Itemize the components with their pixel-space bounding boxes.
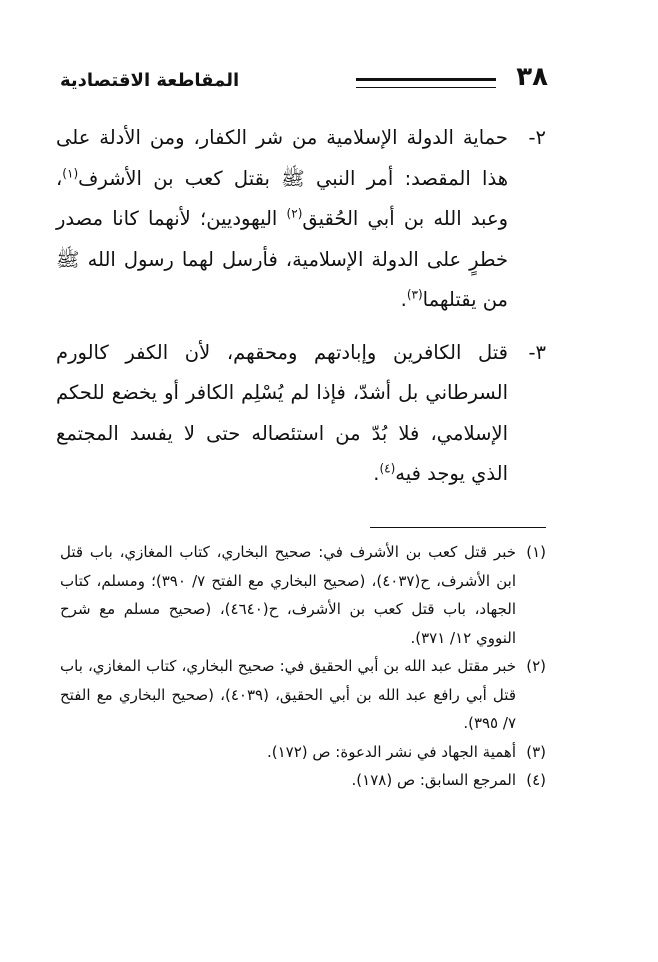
- main-text: [56, 118, 546, 495]
- footnote-ref-2[interactable]: (٢): [286, 206, 303, 221]
- footnote-number: (١): [526, 543, 546, 561]
- item-text-end: .: [373, 462, 380, 485]
- footnote-text: المرجع السابق: ص (١٧٨).: [351, 771, 516, 789]
- footnote-text: خبر مقتل عبد الله بن أبي الحقيق في: صحيح البخاري، كتاب المغازي، باب قتل أبي رافع عبد الله بن أبي الحقيق، (٤٠٣٩)، (صحيح البخاري مع الفتح ٧/ ٣٩٥).: [60, 657, 516, 732]
- item-text-part: اليهوديين؛ لأنهما كانا مصدر خطرٍ على الدولة الإسلامية، فأرسل لهما رسول الله ﷺ من يقتلهما: [56, 207, 508, 311]
- page-header: [60, 62, 548, 106]
- footnote-ref-4[interactable]: (٤): [379, 461, 396, 476]
- list-item-3: [56, 333, 546, 495]
- item-text-end: .: [400, 288, 407, 311]
- list-item-2: [56, 118, 546, 321]
- running-title: المقاطعة الاقتصادية: [60, 70, 240, 91]
- item-text: [56, 118, 508, 321]
- footnote-number: (٢): [526, 657, 546, 675]
- footnote-ref-1[interactable]: (١): [62, 166, 79, 180]
- footnote-number: (٣): [526, 742, 546, 761]
- item-text-part: ، وعبد الله بن أبي الحُقيق: [56, 166, 508, 230]
- footnote-3: [60, 738, 546, 767]
- footnote-number: (٤): [526, 771, 546, 789]
- footnote-2: [60, 652, 546, 738]
- footnote-separator: [370, 527, 546, 528]
- footnote-1: [60, 538, 546, 652]
- item-text: [56, 333, 508, 495]
- footnote-text: أهمية الجهاد في نشر الدعوة: ص (١٧٢).: [266, 742, 516, 761]
- item-text-part: حماية الدولة الإسلامية من شر الكفار، ومن الأدلة على هذا المقصد: أمر النبي ﷺ بقتل كعب بن الأشرف: [56, 126, 508, 190]
- item-number: ٣-: [528, 340, 546, 364]
- page-number: ٣٨: [516, 62, 548, 92]
- footnote-4: [60, 766, 546, 795]
- item-text-part: قتل الكافرين وإبادتهم ومحقهم، لأن الكفر كالورم السرطاني بل أشدّ، فإذا لم يُسْلِم الكافر أو يخضع للحكم الإسلامي، فلا بُدّ من استئصاله حتى لا يفسد المجتمع الذي يوجد فيه: [56, 340, 508, 485]
- footnotes: [60, 538, 546, 795]
- footnote-ref-3[interactable]: (٣): [406, 287, 423, 302]
- footnote-text: خبر قتل كعب بن الأشرف في: صحيح البخاري، كتاب المغازي، باب قتل ابن الأشرف، ح(٤٠٣٧)، (صحيح البخاري مع الفتح ٧/ ٣٩٠)؛ ومسلم، كتاب الجهاد، باب قتل كعب بن الأشرف، ح(٤٦٤٠)، (صحيح مسلم مع شرح النووي ١٢/ ٣٧١).: [60, 543, 517, 647]
- header-rule: [356, 78, 496, 88]
- item-number: ٢-: [528, 126, 546, 149]
